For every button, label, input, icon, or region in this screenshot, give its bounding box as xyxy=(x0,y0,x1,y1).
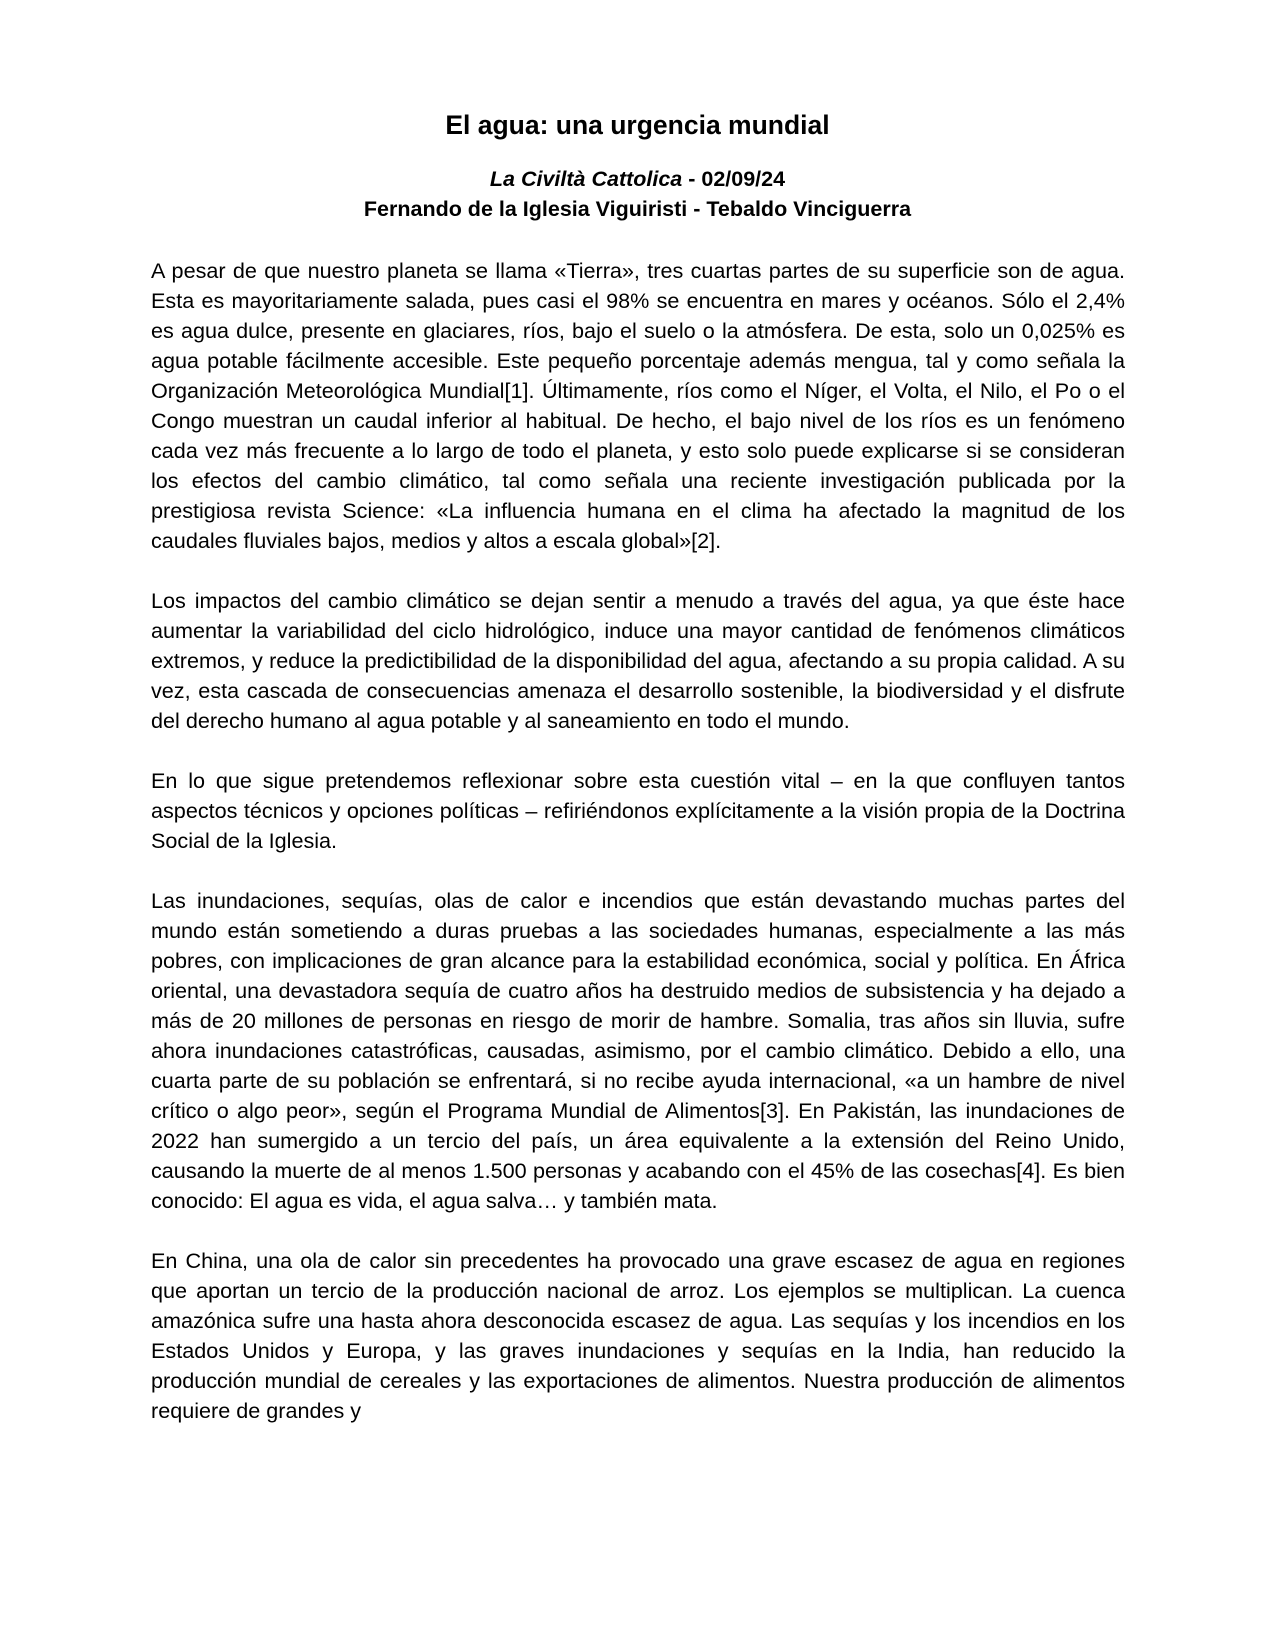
paragraph-5: En China, una ola de calor sin precedentes ha provocado una grave escasez de agua en regiones que aportan un tercio de la producción nacional de arroz. Los ejemplos se multiplican. La cuenca amazónica sufre una hasta ahora desconocida escasez de agua. Las sequías y los incendios en los Estados Unidos y Europa, y las graves inundaciones y sequías en la India, han reducido la producción mundial de cereales y las exportaciones de alimentos. Nuestra producción de alimentos requiere de grandes y xyxy=(151,1248,1125,1423)
paragraph-4: Las inundaciones, sequías, olas de calor e incendios que están devastando muchas partes del mundo están sometiendo a duras pruebas a las sociedades humanas, especialmente a las más pobres, con implicaciones de gran alcance para la estabilidad económica, social y política. En África oriental, una devastadora sequía de cuatro años ha destruido medios de subsistencia y ha dejado a más de 20 millones de personas en riesgo de morir de hambre. Somalia, tras años sin lluvia, sufre ahora inundaciones catastróficas, causadas, asimismo, por el cambio climático. Debido a ello, una cuarta parte de su población se enfrentará, si no recibe ayuda internacional, «a un hambre de nivel crítico o algo peor», según el Programa Mundial de Alimentos[3]. En Pakistán, las inundaciones de 2022 han sumergido a un tercio del país, un área equivalente a la extensión del Reino Unido, causando la muerte de al menos 1.500 personas y acabando con el 45% de las cosechas[4]. Es bien conocido: El agua es vida, el agua salva… y también mata. xyxy=(151,888,1125,1213)
paragraph-3: En lo que sigue pretendemos reflexionar sobre esta cuestión vital – en la que confluyen tantos aspectos técnicos y opciones políticas – refiriéndonos explícitamente a la visión propia de la Doctrina Social de la Iglesia. xyxy=(151,768,1125,853)
source-separator: - xyxy=(682,167,702,191)
paragraph-1: A pesar de que nuestro planeta se llama «Tierra», tres cuartas partes de su superficie son de agua. Esta es mayoritariamente salada, pues casi el 98% se encuentra en mares y océanos. Sólo el 2,4% es agua dulce, presente en glaciares, ríos, bajo el suelo o la atmósfera. De esta, solo un 0,025% es agua potable fácilmente accesible. Este pequeño porcentaje además mengua, tal y como señala la Organización Meteorológica Mundial[1]. Últimamente, ríos como el Níger, el Volta, el Nilo, el Po o el Congo muestran un caudal inferior al habitual. De hecho, el bajo nivel de los ríos es un fenómeno cada vez más frecuente a lo largo de todo el planeta, y esto solo puede explicarse si se consideran los efectos del cambio climático, tal como señala una reciente investigación publicada por la prestigiosa revista Science: «La influencia humana en el clima ha afectado la magnitud de los caudales fluviales bajos, medios y altos a escala global»[2]. xyxy=(151,258,1125,553)
article-body xyxy=(151,256,1125,1426)
paragraph-2: Los impactos del cambio climático se dejan sentir a menudo a través del agua, ya que éste hace aumentar la variabilidad del ciclo hidrológico, induce una mayor cantidad de fenómenos climáticos extremos, y reduce la predictibilidad de la disponibilidad del agua, afectando a su propia calidad. A su vez, esta cascada de consecuencias amenaza el desarrollo sostenible, la biodiversidad y el disfrute del derecho humano al agua potable y al saneamiento en todo el mundo. xyxy=(151,588,1125,733)
publication-date: 02/09/24 xyxy=(701,167,786,191)
source-line xyxy=(0,164,1275,194)
journal-name: La Civiltà Cattolica xyxy=(489,167,683,191)
document-title: El agua: una urgencia mundial xyxy=(445,110,830,140)
authors-line: Fernando de la Iglesia Viguiristi - Tebaldo Vinciguerra xyxy=(363,197,912,221)
